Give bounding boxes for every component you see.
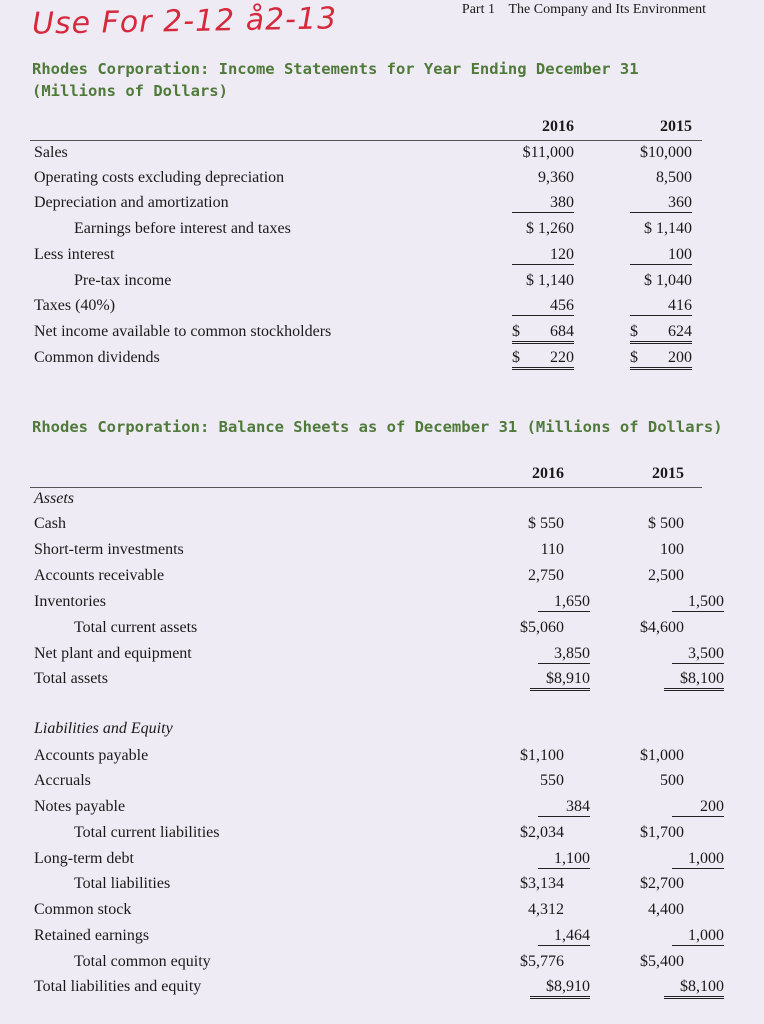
liabilities-heading: Liabilities and Equity — [34, 720, 173, 737]
liability-row: Total liabilities and equity $8,910 $8,100 — [34, 978, 702, 1004]
liability-row: Total liabilities $3,134 $2,700 — [74, 875, 684, 892]
income-row: Common dividends $ 220 $ 200 — [34, 349, 702, 375]
liability-row: Common stock 4,312 4,400 — [34, 901, 684, 918]
header-chapter: The Company and Its Environment — [508, 2, 706, 17]
handwritten-note: Use For 2-12 å2-13 — [31, 1, 338, 42]
income-row: Depreciation and amortization 380 360 — [34, 194, 692, 211]
income-row: Operating costs excluding depreciation 9,360 8,500 — [34, 169, 692, 186]
liability-row: Retained earnings 1,464 1,000 — [34, 927, 724, 944]
balance-top-rule — [30, 487, 702, 488]
asset-row: Cash $ 550 $ 500 — [34, 515, 684, 532]
liability-row: Long-term debt 1,100 1,000 — [34, 850, 724, 867]
liability-row: Accounts payable $1,100 $1,000 — [34, 747, 684, 764]
asset-row: Accounts receivable 2,750 2,500 — [34, 567, 684, 584]
income-row: Net income available to common stockholders $ 684 $ 624 — [34, 323, 702, 349]
asset-row: Net plant and equipment 3,850 3,500 — [34, 645, 724, 662]
balance-year-2015: 2015 — [652, 465, 684, 482]
header-part: Part 1 — [461, 2, 495, 17]
liability-row: Total current liabilities $2,034 $1,700 — [74, 824, 684, 841]
income-row: Taxes (40%) 456 416 — [34, 297, 692, 314]
assets-heading: Assets — [34, 490, 74, 507]
income-year-2016: 2016 — [542, 118, 574, 135]
liability-row: Notes payable 384 200 — [34, 798, 724, 815]
liability-row: Accruals 550 500 — [34, 772, 684, 789]
income-row: Sales $11,000 $10,000 — [34, 144, 692, 161]
asset-row: Inventories 1,650 1,500 — [34, 593, 724, 610]
liability-row: Total common equity $5,776 $5,400 — [74, 953, 684, 970]
balance-year-2016: 2016 — [532, 465, 564, 482]
income-row: Pre-tax income $ 1,140 $ 1,040 — [74, 272, 692, 289]
income-row: Earnings before interest and taxes $ 1,260 $ 1,140 — [74, 220, 692, 237]
income-row: Less interest 120 100 — [34, 246, 692, 263]
asset-row: Total assets $8,910 $8,100 — [34, 670, 702, 696]
page-header — [452, 2, 706, 18]
balance-sheet-title: Rhodes Corporation: Balance Sheets as of December 31 (Millions of Dollars) — [32, 418, 723, 436]
income-statement-title: Rhodes Corporation: Income Statements for Year Ending December 31 (Millions of Dollars) — [32, 60, 639, 100]
income-year-2015: 2015 — [660, 118, 692, 135]
asset-row: Total current assets $5,060 $4,600 — [74, 619, 684, 636]
income-top-rule — [30, 140, 702, 141]
asset-row: Short-term investments 110 100 — [34, 541, 684, 558]
